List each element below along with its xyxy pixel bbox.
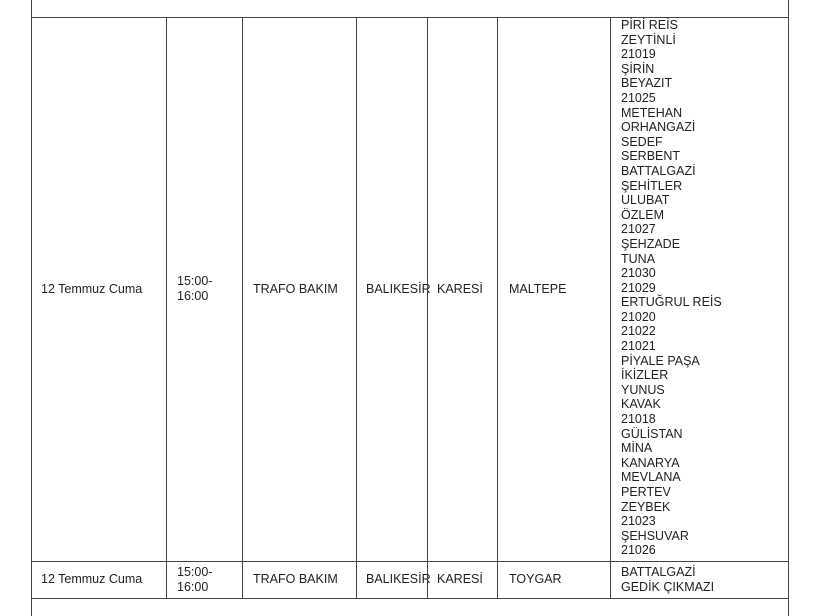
street-item: 21026 bbox=[621, 543, 656, 558]
streets-cell bbox=[610, 18, 789, 561]
street-item: ŞEHZADE bbox=[621, 236, 681, 251]
neighborhood-text: MALTEPE bbox=[509, 282, 567, 296]
date-text: 12 Temmuz Cuma bbox=[41, 282, 143, 296]
time-end: 16:00 bbox=[177, 580, 209, 594]
street-item: PİRİ REİS bbox=[621, 18, 678, 32]
street-list bbox=[621, 565, 714, 594]
street-item: 21020 bbox=[621, 309, 656, 324]
street-item: SEDEF bbox=[621, 134, 663, 149]
street-item: 21027 bbox=[621, 222, 656, 237]
province-cell bbox=[356, 562, 431, 598]
street-item: TUNA bbox=[621, 251, 656, 266]
reason-cell bbox=[242, 562, 357, 598]
reason-text: TRAFO BAKIM bbox=[253, 572, 338, 586]
street-item: 21019 bbox=[621, 47, 656, 62]
time-start: 15:00- bbox=[177, 565, 213, 579]
street-item: MEVLANA bbox=[621, 470, 681, 485]
date-cell bbox=[31, 18, 167, 561]
street-item: GÜLİSTAN bbox=[621, 426, 683, 441]
street-item: METEHAN bbox=[621, 105, 683, 120]
street-item: ŞEHİTLER bbox=[621, 178, 683, 193]
neighborhood-text: TOYGAR bbox=[509, 572, 562, 586]
street-item: ULUBAT bbox=[621, 193, 670, 208]
street-item: KAVAK bbox=[621, 397, 661, 412]
street-item: 21029 bbox=[621, 280, 656, 295]
province-cell bbox=[356, 18, 431, 561]
streets-cell bbox=[610, 562, 789, 598]
street-item: 21021 bbox=[621, 339, 656, 354]
reason-cell bbox=[242, 18, 357, 561]
date-text: 12 Temmuz Cuma bbox=[41, 572, 143, 586]
province-text: BALIKESİR bbox=[366, 282, 431, 296]
date-cell bbox=[31, 562, 167, 598]
reason-text: TRAFO BAKIM bbox=[253, 282, 338, 296]
street-item: ŞEHSUVAR bbox=[621, 528, 689, 543]
street-item: BATTALGAZİ bbox=[621, 565, 696, 579]
street-item: ORHANGAZİ bbox=[621, 120, 696, 135]
street-item: 21023 bbox=[621, 514, 656, 529]
table-row bbox=[31, 562, 789, 598]
row-divider bbox=[31, 598, 789, 599]
table-row bbox=[31, 18, 789, 561]
street-item: MİNA bbox=[621, 441, 653, 456]
province-text: BALIKESİR bbox=[366, 572, 431, 586]
neighborhood-cell bbox=[497, 562, 611, 598]
street-item: 21025 bbox=[621, 90, 656, 105]
street-item: ÖZLEM bbox=[621, 207, 665, 222]
street-list bbox=[621, 18, 722, 558]
street-item: PİYALE PAŞA bbox=[621, 353, 700, 368]
street-item: GEDİK ÇIKMAZI bbox=[621, 579, 715, 594]
time-cell bbox=[166, 18, 243, 561]
street-item: ŞİRİN bbox=[621, 61, 655, 76]
district-text: KARESİ bbox=[437, 572, 483, 586]
street-item: İKİZLER bbox=[621, 368, 669, 383]
street-item: ZEYBEK bbox=[621, 499, 671, 514]
street-item: ERTUĞRUL REİS bbox=[621, 295, 722, 310]
district-cell bbox=[427, 562, 498, 598]
street-item: BEYAZIT bbox=[621, 76, 673, 91]
street-item: KANARYA bbox=[621, 455, 680, 470]
district-text: KARESİ bbox=[437, 282, 483, 296]
time-start: 15:00- bbox=[177, 274, 213, 288]
street-item: ZEYTİNLİ bbox=[621, 32, 676, 47]
street-item: 21018 bbox=[621, 412, 656, 427]
street-item: BATTALGAZİ bbox=[621, 163, 696, 178]
neighborhood-cell bbox=[497, 18, 611, 561]
street-item: PERTEV bbox=[621, 485, 671, 499]
street-item: 21022 bbox=[621, 324, 656, 339]
street-item: 21030 bbox=[621, 266, 656, 281]
street-item: YUNUS bbox=[621, 382, 665, 397]
street-item: SERBENT bbox=[621, 149, 681, 164]
district-cell bbox=[427, 18, 498, 561]
time-end: 16:00 bbox=[177, 289, 209, 303]
time-cell bbox=[166, 562, 243, 598]
